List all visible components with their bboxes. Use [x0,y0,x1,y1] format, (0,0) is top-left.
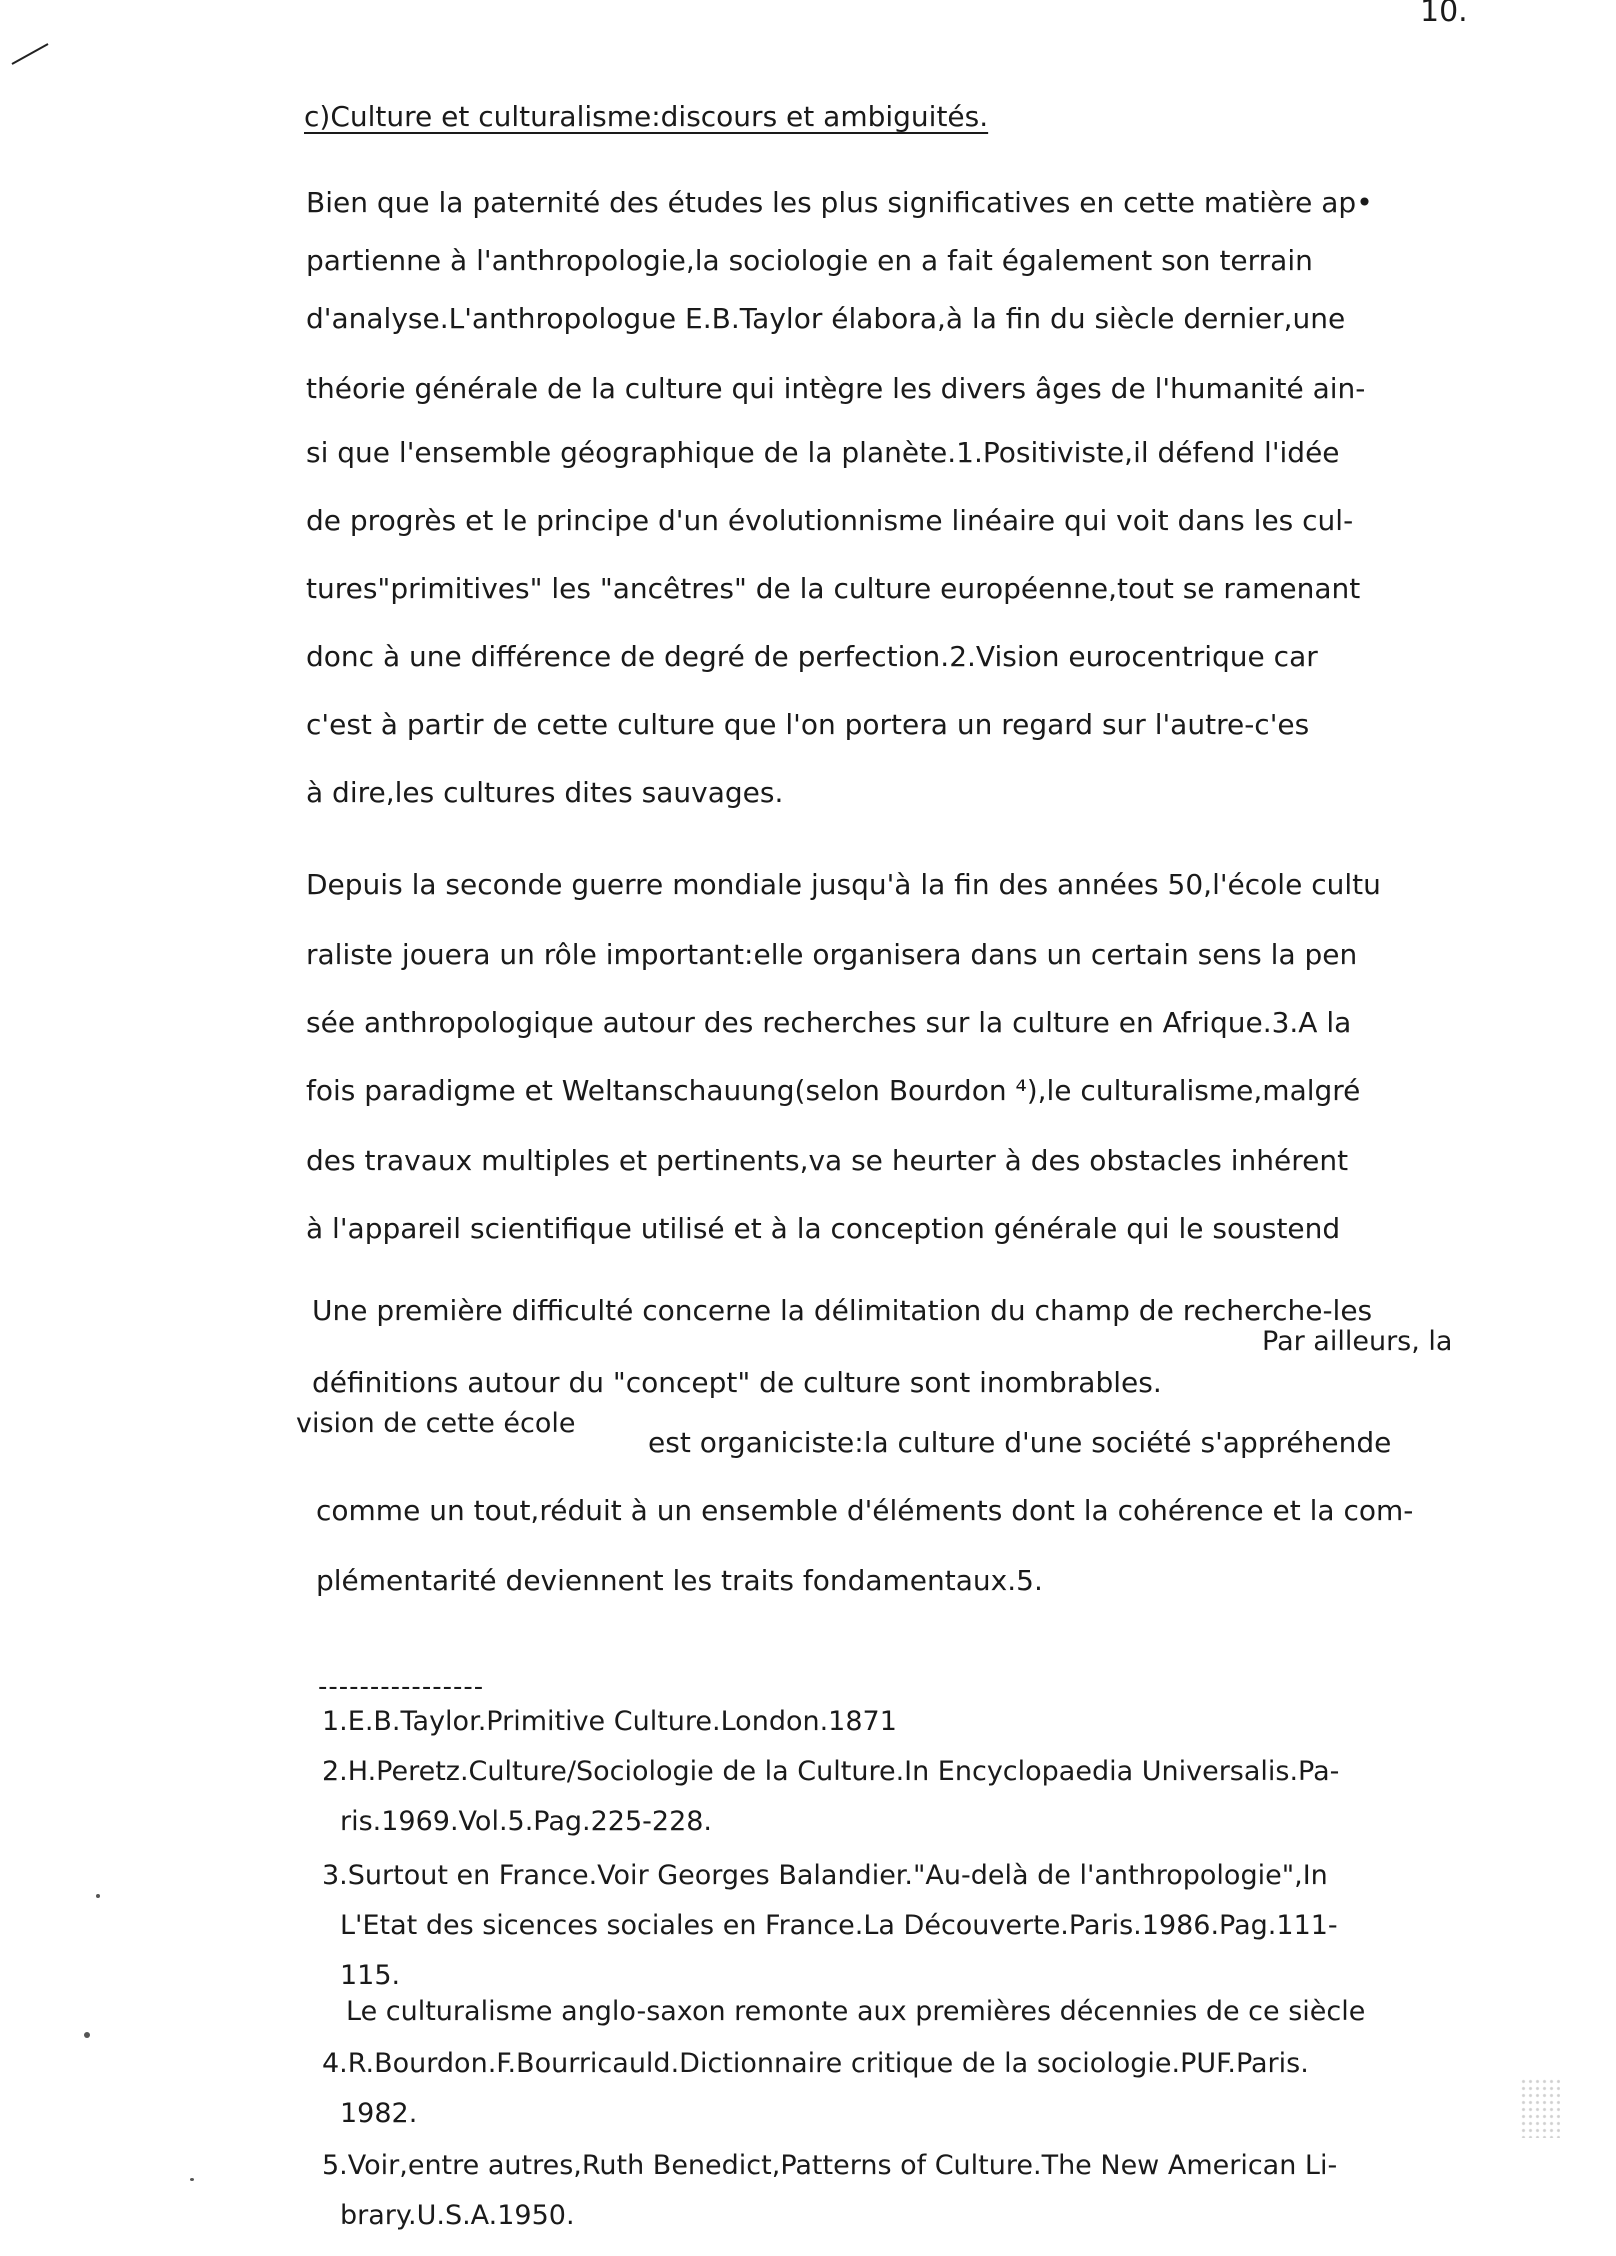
text-line: plémentarité deviennent les traits fondamentaux.5. [316,1564,1043,1597]
scan-speck [84,2032,90,2038]
text-line: théorie générale de la culture qui intègre les divers âges de l'humanité ain- [306,372,1366,405]
page-number: 10. [1420,0,1468,29]
section-title: c)Culture et culturalisme:discours et ambiguités. [304,100,989,133]
scan-smudge [1520,2078,1560,2138]
text-line: Bien que la paternité des études les plus significatives en cette matière ap• [306,186,1373,219]
text-line: de progrès et le principe d'un évolutionnisme linéaire qui voit dans les cul- [306,504,1354,537]
footnote-2: 2.H.Peretz.Culture/Sociologie de la Culture.In Encyclopaedia Universalis.Pa- [322,1756,1340,1787]
footnote-4-cont: 1982. [340,2098,418,2129]
text-line: est organiciste:la culture d'une société s'appréhende [648,1426,1392,1459]
text-line: comme un tout,réduit à un ensemble d'éléments dont la cohérence et la com- [316,1494,1414,1527]
footnote-3-note: Le culturalisme anglo-saxon remonte aux premières décennies de ce siècle [346,1996,1366,2027]
text-line: d'analyse.L'anthropologue E.B.Taylor élabora,à la fin du siècle dernier,une [306,302,1346,335]
footnote-5-cont: brary.U.S.A.1950. [340,2200,575,2231]
text-line: à l'appareil scientifique utilisé et à la conception générale qui le soustend [306,1212,1341,1245]
text-line: à dire,les cultures dites sauvages. [306,776,784,809]
text-line: Depuis la seconde guerre mondiale jusqu'à la fin des années 50,l'école cultu [306,868,1381,901]
footnote-1: 1.E.B.Taylor.Primitive Culture.London.1871 [322,1706,897,1737]
inserted-text: vision de cette école [296,1408,576,1439]
footnote-5: 5.Voir,entre autres,Ruth Benedict,Patterns of Culture.The New American Li- [322,2150,1338,2181]
inserted-text: Par ailleurs, la [1262,1326,1453,1357]
footnote-3-cont: L'Etat des sicences sociales en France.La Découverte.Paris.1986.Pag.111- [340,1910,1338,1941]
text-line: c'est à partir de cette culture que l'on portera un regard sur l'autre-c'es [306,708,1310,741]
footnote-4: 4.R.Bourdon.F.Bourricauld.Dictionnaire critique de la sociologie.PUF.Paris. [322,2048,1309,2079]
text-line: raliste jouera un rôle important:elle organisera dans un certain sens la pen [306,938,1358,971]
text-line: des travaux multiples et pertinents,va se heurter à des obstacles inhérent [306,1144,1349,1177]
text-line: fois paradigme et Weltanschauung(selon Bourdon ⁴),le culturalisme,malgré [306,1074,1361,1107]
text-line: sée anthropologique autour des recherches sur la culture en Afrique.3.A la [306,1006,1352,1039]
text-line: définitions autour du "concept" de culture sont inombrables. [312,1366,1162,1399]
text-line: Une première difficulté concerne la délimitation du champ de recherche-les [312,1294,1373,1327]
text-line: partienne à l'anthropologie,la sociologie en a fait également son terrain [306,244,1313,277]
text-line: donc à une différence de degré de perfection.2.Vision eurocentrique car [306,640,1318,673]
footnote-separator: ---------------- [318,1672,485,1702]
scan-speck [190,2178,194,2181]
pen-mark [8,38,68,68]
footnote-3: 3.Surtout en France.Voir Georges Balandier."Au-delà de l'anthropologie",In [322,1860,1328,1891]
scan-speck [96,1894,100,1898]
text-line: si que l'ensemble géographique de la planète.1.Positiviste,il défend l'idée [306,436,1340,469]
text-line: tures"primitives" les "ancêtres" de la culture européenne,tout se ramenant [306,572,1361,605]
footnote-2-cont: ris.1969.Vol.5.Pag.225-228. [340,1806,713,1837]
footnote-3-cont: 115. [340,1960,401,1991]
